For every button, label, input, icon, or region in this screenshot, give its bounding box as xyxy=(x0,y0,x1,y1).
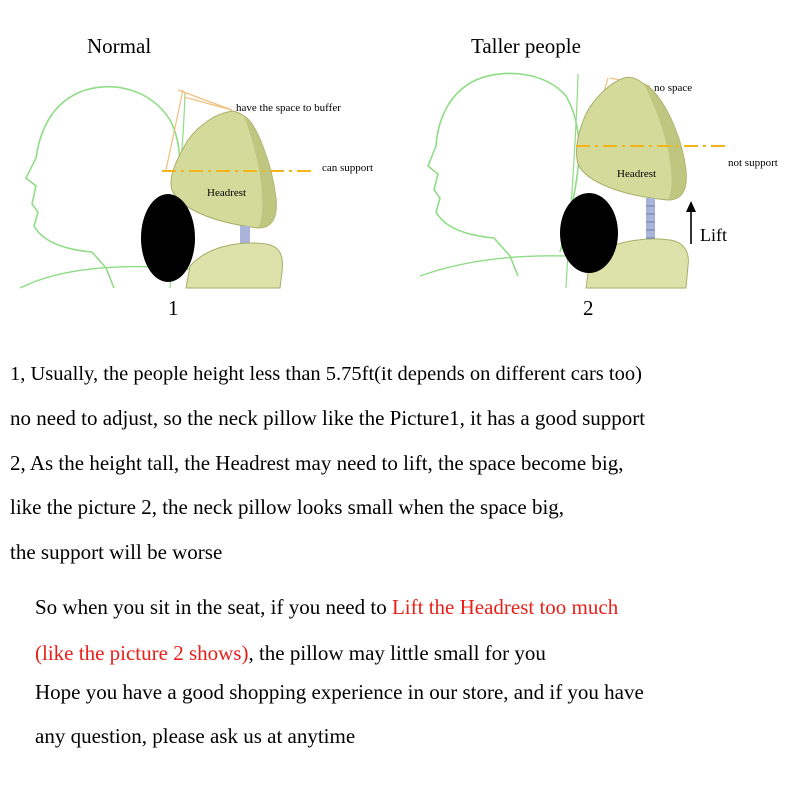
advice-line-2-emphasis: (like the picture 2 shows) xyxy=(35,641,249,665)
advice-line-1-emphasis: Lift the Headrest too much xyxy=(391,595,619,619)
panel-2-nospace-label: no space xyxy=(654,82,693,94)
panel-1-headrest-label: Headrest xyxy=(207,187,247,199)
note-line-3: 2, As the height tall, the Headrest may need to lift, the space become big, xyxy=(10,451,624,475)
panel-1-figure xyxy=(20,87,316,288)
panel-2-figure xyxy=(420,73,728,288)
panel-1-buffer-label: have the space to buffer xyxy=(236,102,341,114)
panel-2-lift-label: Lift xyxy=(700,225,727,245)
advice-line-3: Hope you have a good shopping experience in our store, and if you have xyxy=(35,680,644,704)
panel-1-heading: Normal xyxy=(87,34,152,58)
advice-line-2 xyxy=(35,643,546,664)
note-line-5: the support will be worse xyxy=(10,540,223,564)
panel-2-headrest-label: Headrest xyxy=(617,168,657,180)
advice-line-1-text: So when you sit in the seat, if you need to xyxy=(35,595,392,619)
advice-line-2-text: , the pillow may little small for you xyxy=(248,641,546,665)
panel-1-support-label: can support xyxy=(322,162,374,174)
note-line-4: like the picture 2, the neck pillow looks small when the space big, xyxy=(10,495,565,519)
lift-arrow-icon xyxy=(686,201,696,212)
panel-2-heading: Taller people xyxy=(471,34,581,58)
advice-line-1 xyxy=(35,597,618,618)
panel-1-number: 1 xyxy=(168,296,179,320)
advice-line-4: any question, please ask us at anytime xyxy=(35,724,356,748)
note-line-1: 1, Usually, the people height less than 5.75ft(it depends on different cars too) xyxy=(10,363,642,385)
head-outline-2 xyxy=(428,73,579,276)
note-line-2: no need to adjust, so the neck pillow like the Picture1, it has a good support xyxy=(10,406,646,430)
neck-pillow-2 xyxy=(560,193,618,273)
seat-top-1 xyxy=(186,243,282,288)
panel-2-number: 2 xyxy=(583,296,594,320)
neck-pillow-1 xyxy=(141,194,195,282)
panel-2-notsupport-label: not support xyxy=(728,157,778,169)
